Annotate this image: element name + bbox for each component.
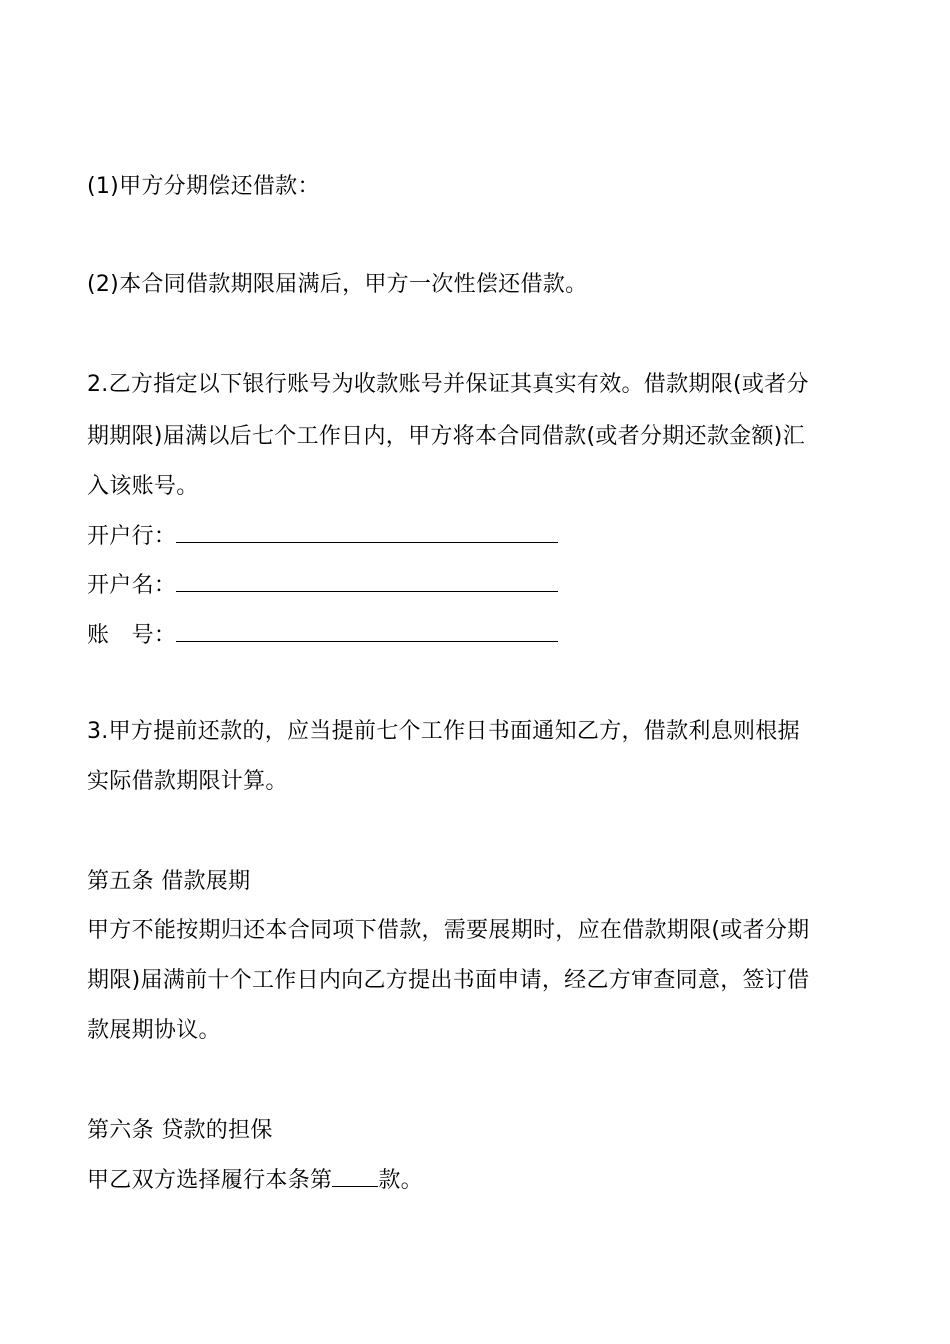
bank-name-blank[interactable] xyxy=(176,520,558,543)
article-5-heading: 第五条 借款展期 xyxy=(87,869,251,894)
account-number-blank[interactable] xyxy=(176,619,558,642)
repayment-option-1: (1)甲方分期偿还借款： xyxy=(87,174,320,199)
account-number-label: 账 号： xyxy=(87,623,177,648)
clause-2-line-3: 入该账号。 xyxy=(87,474,199,499)
article-5-line-1: 甲方不能按期归还本合同项下借款，需要展期时，应在借款期限(或者分期 xyxy=(87,918,810,943)
account-name-label: 开户名： xyxy=(87,573,177,598)
account-name-row xyxy=(87,569,558,601)
bank-name-label: 开户行： xyxy=(87,524,177,549)
article-5-line-2: 期限)届满前十个工作日内向乙方提出书面申请，经乙方审查同意，签订借 xyxy=(87,968,810,993)
clause-2-line-2: 期期限)届满以后七个工作日内，甲方将本合同借款(或者分期还款金额)汇 xyxy=(87,424,805,449)
article-5-line-3: 款展期协议。 xyxy=(87,1018,221,1043)
bank-name-row xyxy=(87,520,558,552)
article-6-suffix: 款。 xyxy=(378,1168,423,1193)
clause-number-blank[interactable] xyxy=(332,1164,378,1187)
article-6-prefix: 甲乙双方选择履行本条第 xyxy=(87,1168,333,1193)
clause-2-line-1: 2.乙方指定以下银行账号为收款账号并保证其真实有效。借款期限(或者分 xyxy=(87,372,809,397)
account-number-row xyxy=(87,619,558,651)
account-name-blank[interactable] xyxy=(176,569,558,592)
repayment-option-2: (2)本合同借款期限届满后，甲方一次性偿还借款。 xyxy=(87,272,588,297)
clause-3-line-2: 实际借款期限计算。 xyxy=(87,769,288,794)
article-6-heading: 第六条 贷款的担保 xyxy=(87,1118,273,1143)
article-6-line-1 xyxy=(87,1164,423,1196)
clause-3-line-1: 3.甲方提前还款的，应当提前七个工作日书面通知乙方，借款利息则根据 xyxy=(87,719,800,744)
